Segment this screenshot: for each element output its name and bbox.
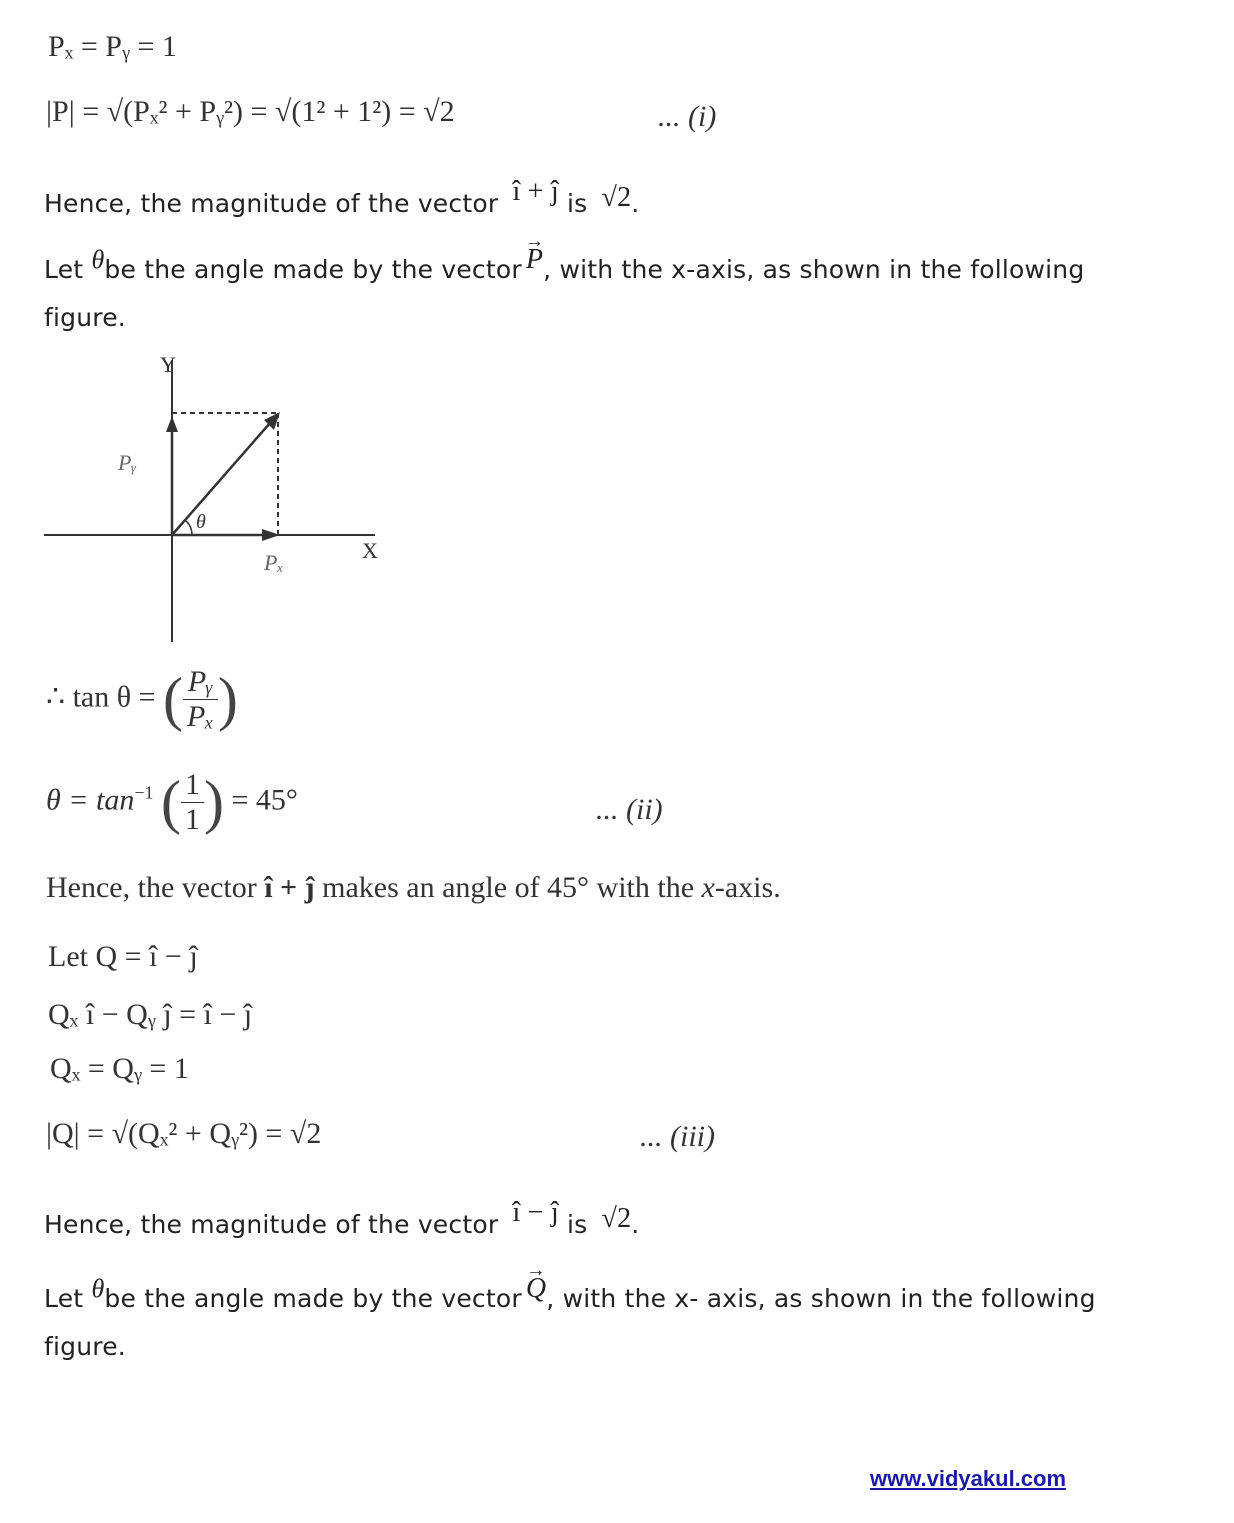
- paragraph-text: is: [566, 189, 588, 218]
- vector-i-minus-j: î − ĵ: [512, 1197, 559, 1228]
- paragraph-text: .: [631, 189, 640, 218]
- paragraph-magnitude-1: [44, 176, 640, 220]
- equation-tag-iii: ... (iii): [640, 1120, 715, 1153]
- equation-prefix: ∴ tan θ =: [46, 680, 156, 714]
- fraction-one-one: [181, 768, 204, 837]
- py-label: Pᵧ: [118, 450, 137, 475]
- paragraph-text: -axis.: [714, 871, 781, 904]
- right-paren: ): [203, 769, 224, 835]
- paragraph-text: Let: [44, 1284, 84, 1313]
- fraction-numerator: Pᵧ: [183, 665, 218, 700]
- fraction-denominator: Pₓ: [187, 700, 214, 733]
- paragraph-magnitude-2: [44, 1197, 640, 1241]
- axis-name: x: [701, 871, 715, 904]
- theta-label: θ: [196, 511, 206, 533]
- paragraph-angle-p: [44, 244, 1085, 286]
- fraction-denominator: 1: [184, 803, 200, 836]
- paragraph-angle-q: [44, 1273, 1096, 1315]
- theta-symbol: θ: [91, 1274, 105, 1303]
- paragraph-text: .: [631, 1210, 640, 1239]
- equation-prefix: θ = tan: [46, 783, 135, 817]
- sqrt-two-value: √2: [601, 1203, 632, 1234]
- equation-qx-qy: Qₓ = Qᵧ = 1: [50, 1052, 189, 1085]
- equation-tag-i: ... (i): [658, 100, 717, 133]
- x-axis-label: X: [362, 538, 378, 563]
- px-label: Pₓ: [264, 550, 284, 575]
- vector-i-plus-j: î + ĵ: [512, 176, 559, 207]
- paragraph-text: , with the x-axis, as shown in the following: [543, 255, 1085, 284]
- paragraph-text: be the angle made by the vector: [104, 1284, 522, 1313]
- equation-px-py: Pₓ = Pᵧ = 1: [48, 30, 177, 63]
- paragraph-text: Hence, the vector: [46, 871, 257, 904]
- equation-magnitude-q: |Q| = √(Qₓ² + Qᵧ²) = √2: [46, 1117, 322, 1150]
- py-arrowhead: [166, 416, 178, 432]
- figure-vector-p-diagram: [0, 340, 460, 660]
- equation-result: = 45°: [231, 783, 298, 817]
- resultant-p-arrow: [172, 423, 270, 535]
- vector-i-plus-j: î + ĵ: [264, 871, 315, 904]
- paragraph-figure-word: figure.: [44, 1332, 126, 1361]
- equation-magnitude-p: |P| = √(Pₓ² + Pᵧ²) = √(1² + 1²) = √2: [46, 95, 455, 128]
- fraction-py-px: [183, 665, 218, 734]
- inverse-superscript: −1: [134, 782, 154, 803]
- fraction-numerator: 1: [181, 768, 204, 803]
- equation-let-q: Let Q = î − ĵ: [48, 940, 198, 973]
- equation-tan-theta: [46, 665, 238, 734]
- paragraph-figure-word: figure.: [44, 303, 126, 332]
- sqrt-two-value: √2: [601, 182, 632, 213]
- paragraph-angle-45: [46, 871, 781, 905]
- equation-theta-value: [46, 768, 298, 837]
- footer-website-link[interactable]: www.vidyakul.com: [870, 1466, 1067, 1491]
- left-paren: (: [163, 666, 184, 732]
- paragraph-text: Hence, the magnitude of the vector: [44, 1210, 499, 1239]
- vector-p: → P: [526, 244, 543, 276]
- paragraph-text: be the angle made by the vector: [104, 255, 522, 284]
- vector-q: → Q: [526, 1273, 546, 1305]
- right-paren: ): [217, 666, 238, 732]
- equation-tag-ii: ... (ii): [596, 793, 663, 826]
- theta-symbol: θ: [91, 245, 105, 274]
- y-axis-label: Y: [160, 352, 176, 377]
- paragraph-text: Hence, the magnitude of the vector: [44, 189, 499, 218]
- left-paren: (: [160, 769, 181, 835]
- paragraph-text: , with the x- axis, as shown in the following: [546, 1284, 1096, 1313]
- paragraph-text: Let: [44, 255, 84, 284]
- equation-q-components: Qₓ î − Qᵧ ĵ = î − ĵ: [48, 998, 253, 1031]
- angle-arc: [185, 520, 192, 535]
- paragraph-text: is: [566, 1210, 588, 1239]
- paragraph-text: makes an angle of 45° with the: [322, 871, 695, 904]
